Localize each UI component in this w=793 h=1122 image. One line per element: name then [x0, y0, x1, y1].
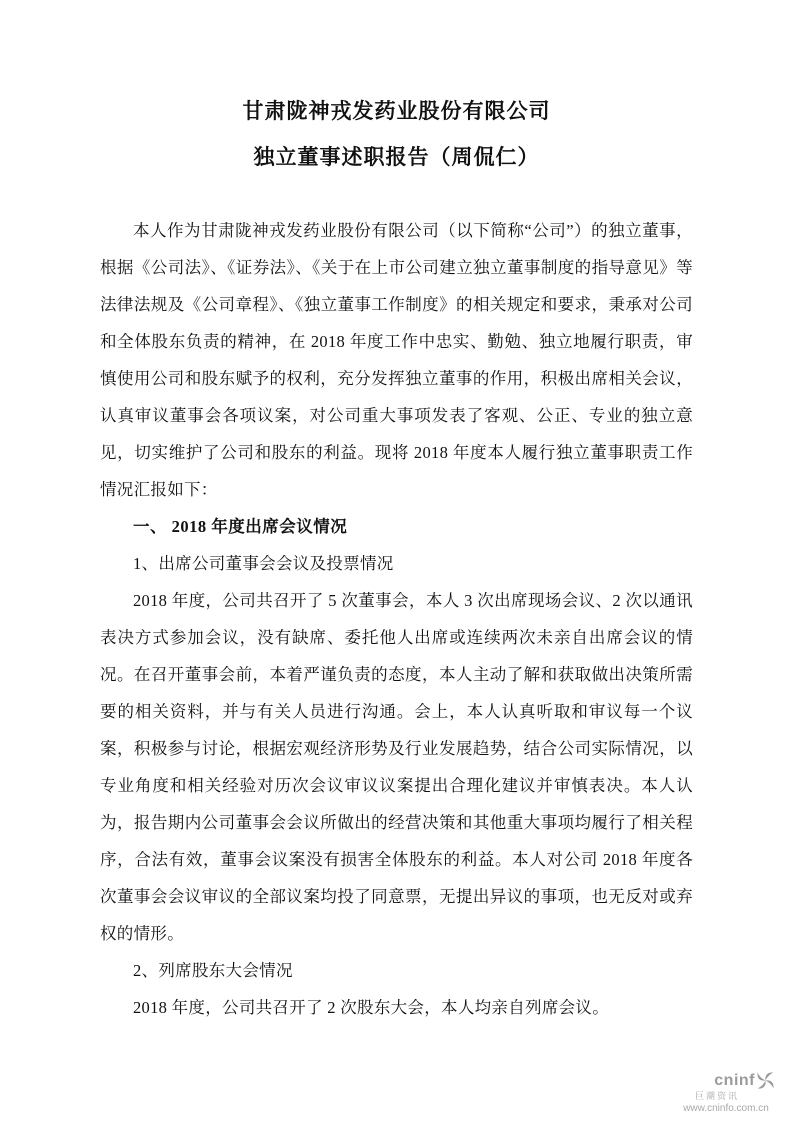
cninfo-logo-row [667, 1071, 785, 1090]
document-body [100, 0, 693, 1026]
cninfo-logo-text: cninf [714, 1071, 755, 1089]
cninfo-logo-chinese: 巨潮资讯 [694, 1091, 739, 1101]
cninfo-logo [667, 1071, 785, 1114]
section-heading-meetings: 一、 2018 年度出席会议情况 [133, 517, 348, 536]
paragraph-shareholder-meetings: 2018 年度，公司共召开了 2 次股东大会，本人均亲自列席会议。 [133, 998, 610, 1017]
document-subtitle: 独立董事述职报告（周侃仁） [253, 145, 540, 169]
cninfo-pinwheel-icon [756, 1071, 775, 1090]
cninfo-logo-url: www.cninfo.com.cn [683, 1103, 769, 1114]
sub-heading-board-meetings: 1、出席公司董事会会议及投票情况 [133, 554, 394, 573]
paragraph-board-meetings: 2018 年度，公司共召开了 5 次董事会，本人 3 次出席现场会议、2 次以通讯表决方式参加会议，没有缺席、委托他人出席或连续两次未亲自出席会议的情况。在召开董事会前，本着严谨负责的态度，本人主动了解和获取做出决策所需要的相关资料，并与有关人员进行沟通。会上，本人认真听取和审议每一个议案，积极参与讨论，根据宏观经济形势及行业发展趋势，结合公司实际情况，以专业角度和相关经验对历次会议审议议案提出合理化建议并审慎表决。本人认为，报告期内公司董事会会议所做出的经营决策和其他重大事项均履行了相关程序，合法有效，董事会议案没有损害全体股东的利益。本人对公司 2018 年度各次董事会会议审议的全部议案均投了同意票，无提出异议的事项，也无反对或弃权的情形。 [100, 591, 693, 943]
paragraph-intro: 本人作为甘肃陇神戎发药业股份有限公司（以下简称“公司”）的独立董事，根据《公司法》、《证券法》、《关于在上市公司建立独立董事制度的指导意见》等法律法规及《公司章程》、《独立董事工作制度》的相关规定和要求，秉承对公司和全体股东负责的精神，在 2018 年度工作中忠实、勤勉、独立地履行职责，审慎使用公司和股东赋予的权利，充分发挥独立董事的作用，积极出席相关会议，认真审议董事会各项议案，对公司重大事项发表了客观、公正、专业的独立意见，切实维护了公司和股东的利益。现将 2018 年度本人履行独立董事职责工作情况汇报如下： [100, 221, 693, 499]
document-title: 甘肃陇神戎发药业股份有限公司 [242, 99, 551, 123]
sub-heading-shareholder-meetings: 2、列席股东大会情况 [133, 961, 293, 980]
